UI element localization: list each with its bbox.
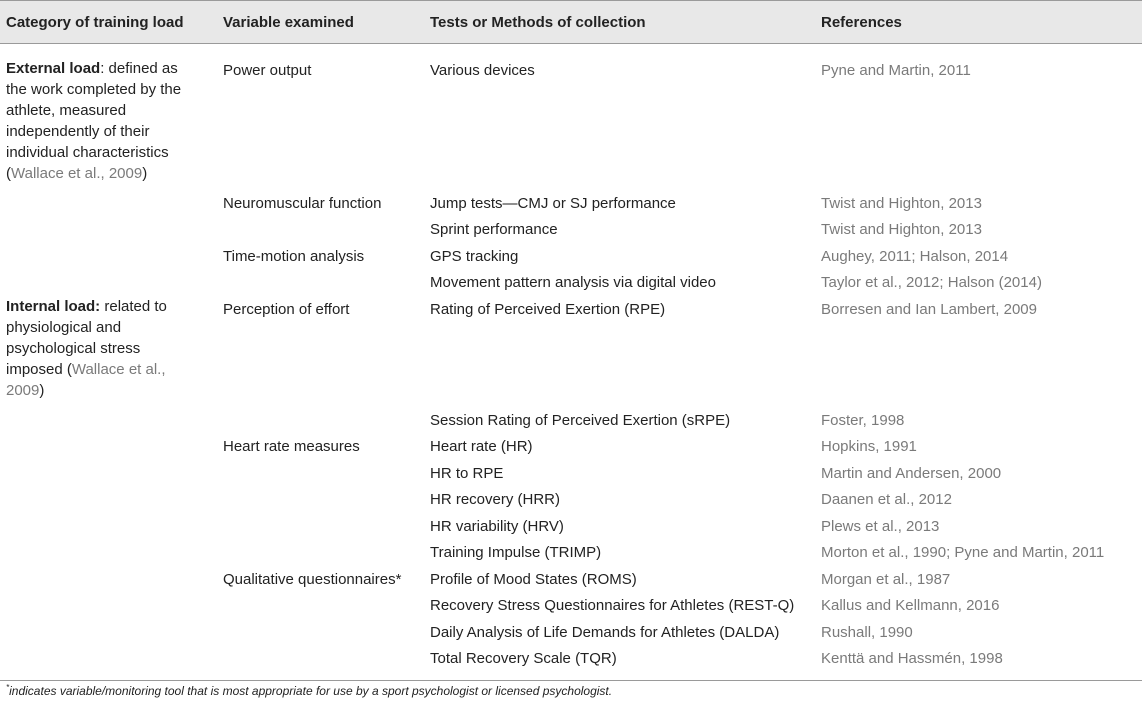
table-body [0, 44, 1142, 681]
header-tests: Tests or Methods of collection [430, 14, 646, 31]
variable-cell: Neuromuscular function [223, 195, 382, 212]
footnote-text: indicates variable/monitoring tool that is most appropriate for use by a sport psychologist or licensed psychologist. [9, 684, 613, 698]
category-external-close: ) [142, 165, 148, 182]
test-cell: Total Recovery Scale (TQR) [430, 650, 617, 667]
variable-cell: Qualitative questionnaires* [223, 571, 402, 588]
test-cell: Training Impulse (TRIMP) [430, 544, 602, 561]
variable-cell: Power output [223, 62, 312, 79]
table-row [0, 243, 1142, 269]
test-cell: Heart rate (HR) [430, 438, 533, 455]
table-row [0, 539, 1142, 565]
table-footnote [6, 683, 612, 698]
category-external-description: : defined as the work completed by the athlete, measured independently of their individual characteristics ( [6, 60, 182, 182]
reference-link[interactable]: Taylor et al., 2012; Halson (2014) [821, 274, 1042, 291]
header-category: Category of training load [6, 14, 184, 31]
reference-link[interactable]: Foster, 1998 [821, 412, 905, 429]
reference-link[interactable]: Rushall, 1990 [821, 624, 913, 641]
table-row [0, 296, 1142, 322]
test-cell: Various devices [430, 62, 535, 79]
reference-link[interactable]: Morgan et al., 1987 [821, 571, 951, 588]
test-cell: Jump tests—CMJ or SJ performance [430, 195, 676, 212]
table-row [0, 566, 1142, 592]
table-header-row [0, 1, 1142, 44]
test-cell: Recovery Stress Questionnaires for Athletes (REST-Q) [430, 597, 795, 614]
category-external-ref[interactable]: Wallace et al., 2009 [11, 165, 143, 182]
test-cell: Sprint performance [430, 221, 558, 238]
reference-link[interactable]: Aughey, 2011; Halson, 2014 [821, 248, 1009, 265]
test-cell: HR variability (HRV) [430, 518, 564, 535]
reference-link[interactable]: Borresen and Ian Lambert, 2009 [821, 301, 1037, 318]
category-internal-ref[interactable]: Wallace et al., 2009 [6, 361, 166, 399]
test-cell: Profile of Mood States (ROMS) [430, 571, 637, 588]
table-row [0, 592, 1142, 618]
table-row [0, 645, 1142, 671]
category-internal-description: related to physiological and psychological stress imposed ( [6, 298, 167, 378]
test-cell: GPS tracking [430, 248, 519, 265]
category-internal-label: Internal load: [6, 298, 101, 315]
table-row [0, 486, 1142, 512]
reference-link[interactable]: Plews et al., 2013 [821, 518, 940, 535]
reference-link[interactable]: Kallus and Kellmann, 2016 [821, 597, 1000, 614]
test-cell: Movement pattern analysis via digital video [430, 274, 716, 291]
variable-cell: Time-motion analysis [223, 248, 365, 265]
footnote-mark: * [6, 683, 10, 692]
table-row [0, 216, 1142, 242]
category-external-label: External load [6, 60, 101, 77]
test-cell: Daily Analysis of Life Demands for Athletes (DALDA) [430, 624, 780, 641]
table-row [0, 190, 1142, 216]
reference-link[interactable]: Kenttä and Hassmén, 1998 [821, 650, 1003, 667]
table-row [0, 407, 1142, 433]
header-variable: Variable examined [223, 14, 354, 31]
test-cell: HR to RPE [430, 465, 504, 482]
reference-link[interactable]: Martin and Andersen, 2000 [821, 465, 1002, 482]
reference-link[interactable]: Twist and Highton, 2013 [821, 221, 982, 238]
test-cell: Rating of Perceived Exertion (RPE) [430, 301, 666, 318]
table-row [0, 433, 1142, 459]
table-row [0, 619, 1142, 645]
reference-link[interactable]: Daanen et al., 2012 [821, 491, 952, 508]
reference-link[interactable]: Twist and Highton, 2013 [821, 195, 982, 212]
reference-link[interactable]: Morton et al., 1990; Pyne and Martin, 2011 [821, 544, 1105, 561]
reference-link[interactable]: Pyne and Martin, 2011 [821, 62, 971, 79]
category-internal-close: ) [39, 382, 45, 399]
table-row [0, 513, 1142, 539]
test-cell: Session Rating of Perceived Exertion (sRPE) [430, 412, 731, 429]
header-references: References [821, 14, 902, 31]
variable-cell: Perception of effort [223, 301, 350, 318]
variable-cell: Heart rate measures [223, 438, 360, 455]
table-row [0, 269, 1142, 295]
table-row [0, 460, 1142, 486]
reference-link[interactable]: Hopkins, 1991 [821, 438, 917, 455]
table-row [0, 57, 1142, 83]
test-cell: HR recovery (HRR) [430, 491, 561, 508]
